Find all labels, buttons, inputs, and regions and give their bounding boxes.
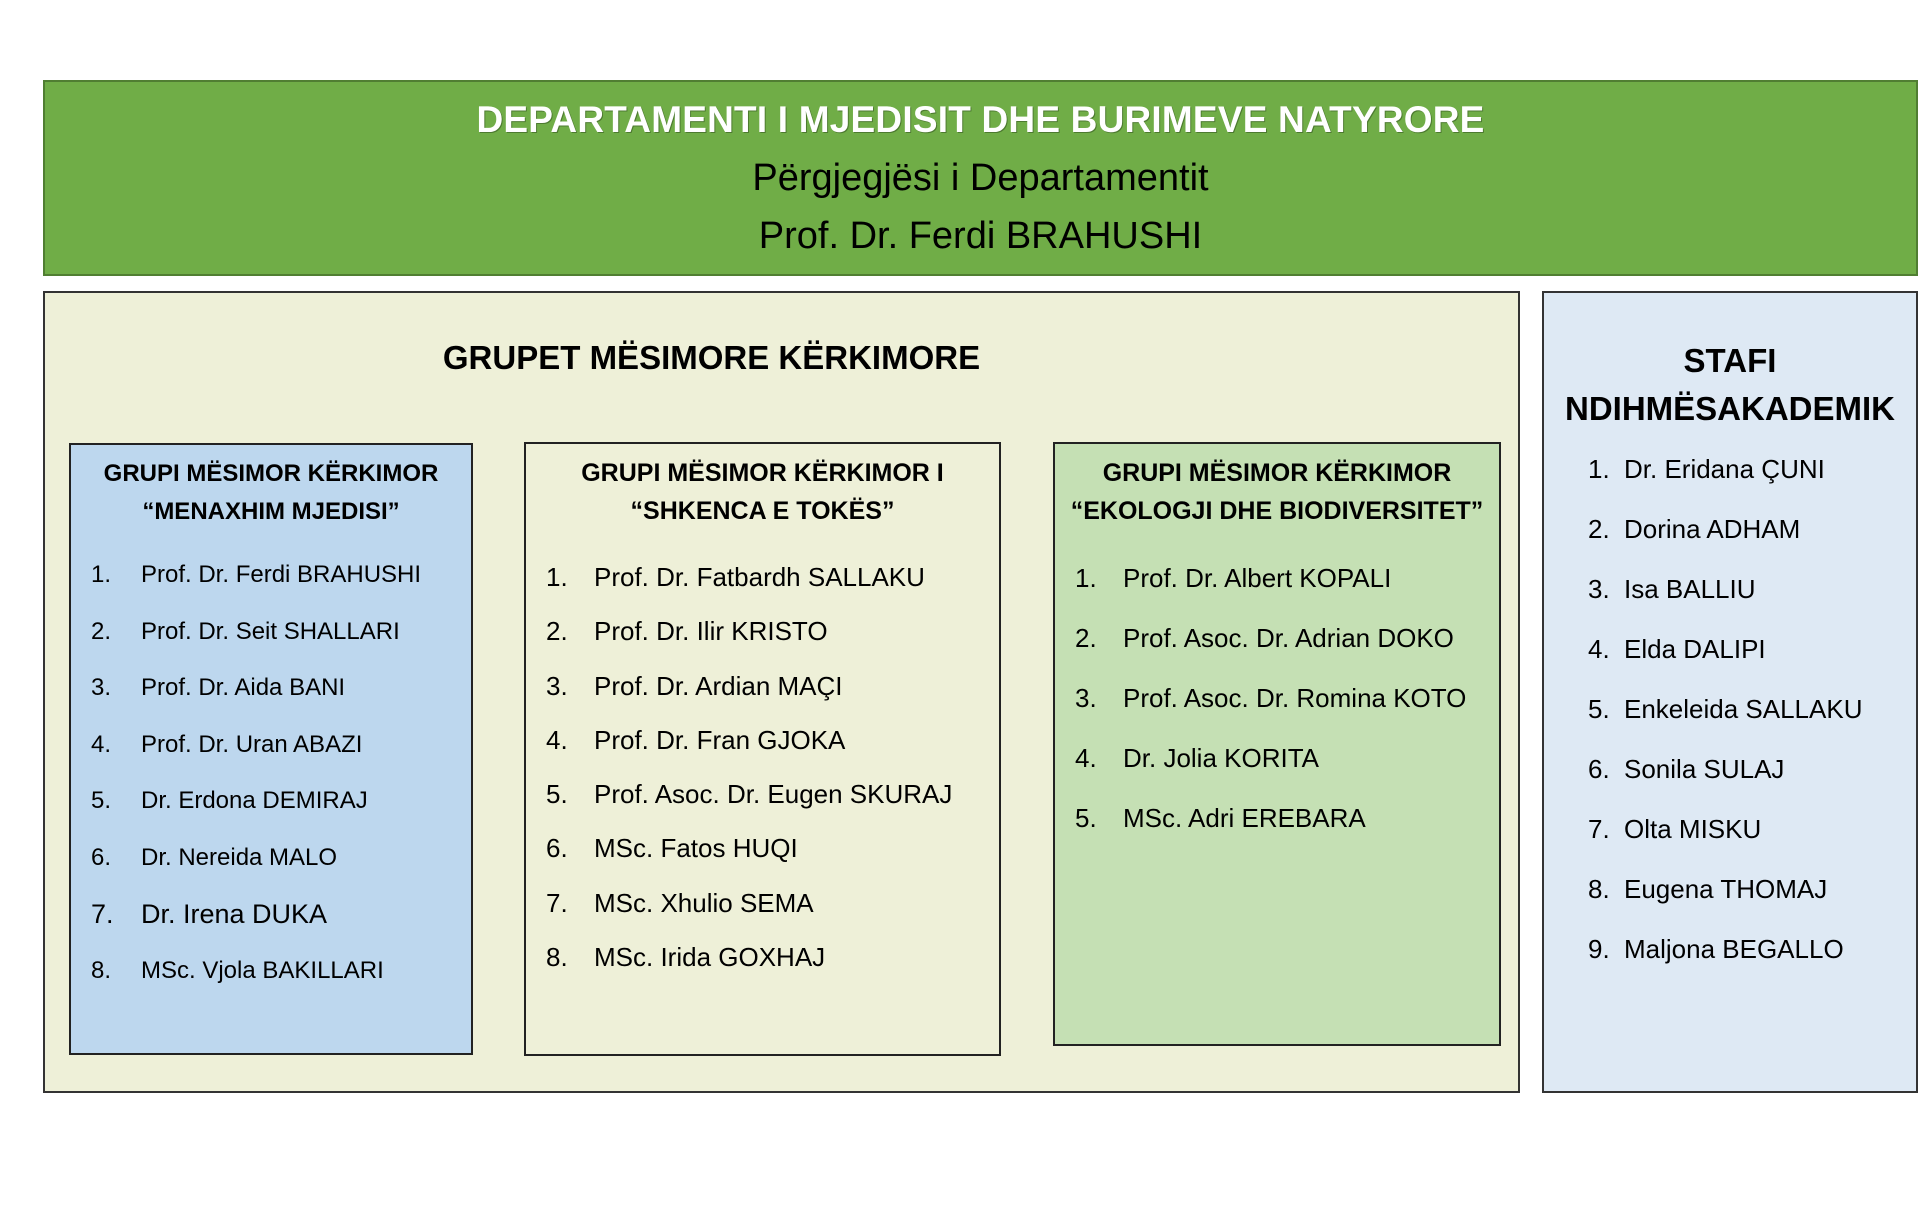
support-staff-panel xyxy=(1542,291,1918,1093)
member-name: Eugena THOMAJ xyxy=(1624,874,1828,904)
list-item xyxy=(1075,728,1499,788)
list-item xyxy=(91,604,471,661)
list-item xyxy=(91,943,471,1000)
department-title: DEPARTAMENTI I MJEDISIT DHE BURIMEVE NATYRORE xyxy=(476,99,1485,140)
support-staff-title xyxy=(1544,337,1916,433)
list-item xyxy=(1075,788,1499,848)
list-number: 3. xyxy=(91,674,112,701)
list-number: 7. xyxy=(546,887,568,918)
member-name: Enkeleida SALLAKU xyxy=(1624,694,1863,724)
member-name: Prof. Asoc. Dr. Adrian DOKO xyxy=(1123,623,1454,653)
member-name: Prof. Asoc. Dr. Romina KOTO xyxy=(1123,683,1467,713)
group-ecology-biodiversity xyxy=(1053,442,1501,1046)
group-title-line2: “SHKENCA E TOKËS” xyxy=(630,497,895,525)
list-number: 2. xyxy=(546,616,568,647)
group-member-list xyxy=(71,547,471,999)
list-number: 7. xyxy=(1588,814,1610,844)
list-number: 4. xyxy=(1588,634,1610,664)
list-item xyxy=(546,876,999,930)
list-number: 2. xyxy=(1075,623,1097,653)
group-soil-science xyxy=(524,442,1001,1056)
group-environmental-management xyxy=(69,443,473,1055)
list-number: 3. xyxy=(546,670,568,701)
department-header xyxy=(43,80,1918,276)
list-number: 5. xyxy=(1588,694,1610,724)
member-name: Dorina ADHAM xyxy=(1624,514,1801,544)
list-item xyxy=(546,713,999,767)
list-item xyxy=(1075,548,1499,608)
list-item xyxy=(91,547,471,604)
member-name: Elda DALIPI xyxy=(1624,634,1766,664)
member-name: MSc. Vjola BAKILLARI xyxy=(141,956,384,984)
list-number: 3. xyxy=(1588,574,1610,604)
group-title-line1: GRUPI MËSIMOR KËRKIMOR I xyxy=(581,459,944,487)
list-number: 5. xyxy=(1075,803,1097,833)
member-name: Prof. Dr. Ardian MAÇI xyxy=(594,670,843,701)
member-name: Prof. Dr. Ferdi BRAHUSHI xyxy=(141,561,422,588)
list-number: 1. xyxy=(1075,563,1097,593)
member-name: Prof. Dr. Uran ABAZI xyxy=(141,730,363,758)
list-item xyxy=(91,886,471,943)
group-member-list xyxy=(1055,548,1499,848)
member-name: Prof. Asoc. Dr. Eugen SKURAJ xyxy=(594,779,953,810)
list-number: 5. xyxy=(91,787,112,814)
list-item xyxy=(91,830,471,887)
list-item xyxy=(546,821,999,875)
group-title-line2: “EKOLOGJI DHE BIODIVERSITET” xyxy=(1070,497,1484,525)
member-name: Dr. Nereida MALO xyxy=(141,843,338,871)
list-item xyxy=(91,660,471,717)
list-number: 4. xyxy=(91,730,112,758)
list-number: 1. xyxy=(546,562,568,592)
list-item xyxy=(1588,799,1916,859)
list-number: 3. xyxy=(1075,683,1097,713)
list-number: 2. xyxy=(1588,514,1610,544)
group-title-line1: GRUPI MËSIMOR KËRKIMOR xyxy=(103,460,439,487)
support-staff-title-line2: NDIHMËSAKADEMIK xyxy=(1565,390,1895,427)
group-title-line1: GRUPI MËSIMOR KËRKIMOR xyxy=(1102,459,1452,487)
list-number: 6. xyxy=(1588,754,1610,784)
research-groups-panel xyxy=(43,291,1520,1093)
list-item xyxy=(1075,608,1499,668)
list-item xyxy=(546,659,999,713)
list-item xyxy=(1075,668,1499,728)
list-item xyxy=(91,773,471,830)
list-number: 4. xyxy=(546,724,568,755)
list-item xyxy=(546,550,999,604)
list-item xyxy=(546,604,999,658)
group-member-list xyxy=(526,550,999,984)
list-item xyxy=(546,930,999,984)
member-name: Prof. Dr. Albert KOPALI xyxy=(1123,563,1392,593)
support-staff-title-line1: STAFI xyxy=(1683,342,1777,379)
group-title xyxy=(71,455,471,531)
member-name: MSc. Xhulio SEMA xyxy=(594,887,814,918)
group-title xyxy=(1055,454,1499,530)
list-number: 4. xyxy=(1075,743,1097,773)
list-number: 7. xyxy=(91,899,114,929)
list-number: 8. xyxy=(546,942,568,973)
list-item xyxy=(1588,679,1916,739)
member-name: MSc. Irida GOXHAJ xyxy=(594,942,826,973)
list-number: 6. xyxy=(91,843,112,871)
list-number: 1. xyxy=(1588,454,1610,484)
member-name: Prof. Dr. Fatbardh SALLAKU xyxy=(594,562,925,592)
list-item xyxy=(1588,619,1916,679)
list-number: 6. xyxy=(546,833,568,864)
member-name: Dr. Jolia KORITA xyxy=(1123,743,1320,773)
list-number: 8. xyxy=(1588,874,1610,904)
list-number: 5. xyxy=(546,779,568,810)
member-name: Dr. Eridana ÇUNI xyxy=(1624,454,1825,484)
member-name: Olta MISKU xyxy=(1624,814,1762,844)
department-head-role: Përgjegjësi i Departamentit xyxy=(752,157,1209,199)
list-item xyxy=(91,717,471,774)
member-name: Isa BALLIU xyxy=(1624,574,1756,604)
list-item xyxy=(546,767,999,821)
list-item xyxy=(1588,739,1916,799)
list-number: 8. xyxy=(91,956,112,984)
list-item xyxy=(1588,439,1916,499)
group-title-line2: “MENAXHIM MJEDISI” xyxy=(142,498,400,525)
member-name: MSc. Adri EREBARA xyxy=(1123,803,1366,833)
list-number: 1. xyxy=(91,561,112,588)
member-name: Prof. Dr. Fran GJOKA xyxy=(594,724,846,755)
member-name: MSc. Fatos HUQI xyxy=(594,833,798,864)
support-staff-list xyxy=(1544,439,1916,979)
list-number: 9. xyxy=(1588,934,1610,964)
member-name: Prof. Dr. Aida BANI xyxy=(141,674,346,701)
member-name: Sonila SULAJ xyxy=(1624,754,1785,784)
list-item xyxy=(1588,859,1916,919)
member-name: Dr. Erdona DEMIRAJ xyxy=(141,787,368,814)
list-item xyxy=(1588,919,1916,979)
research-groups-title: GRUPET MËSIMORE KËRKIMORE xyxy=(442,339,981,376)
member-name: Maljona BEGALLO xyxy=(1624,934,1844,964)
list-item xyxy=(1588,499,1916,559)
department-head-name: Prof. Dr. Ferdi BRAHUSHI xyxy=(758,215,1203,257)
list-item xyxy=(1588,559,1916,619)
member-name: Dr. Irena DUKA xyxy=(141,899,328,929)
member-name: Prof. Dr. Seit SHALLARI xyxy=(141,617,400,645)
group-title xyxy=(526,454,999,530)
list-number: 2. xyxy=(91,617,112,645)
member-name: Prof. Dr. Ilir KRISTO xyxy=(594,616,828,647)
